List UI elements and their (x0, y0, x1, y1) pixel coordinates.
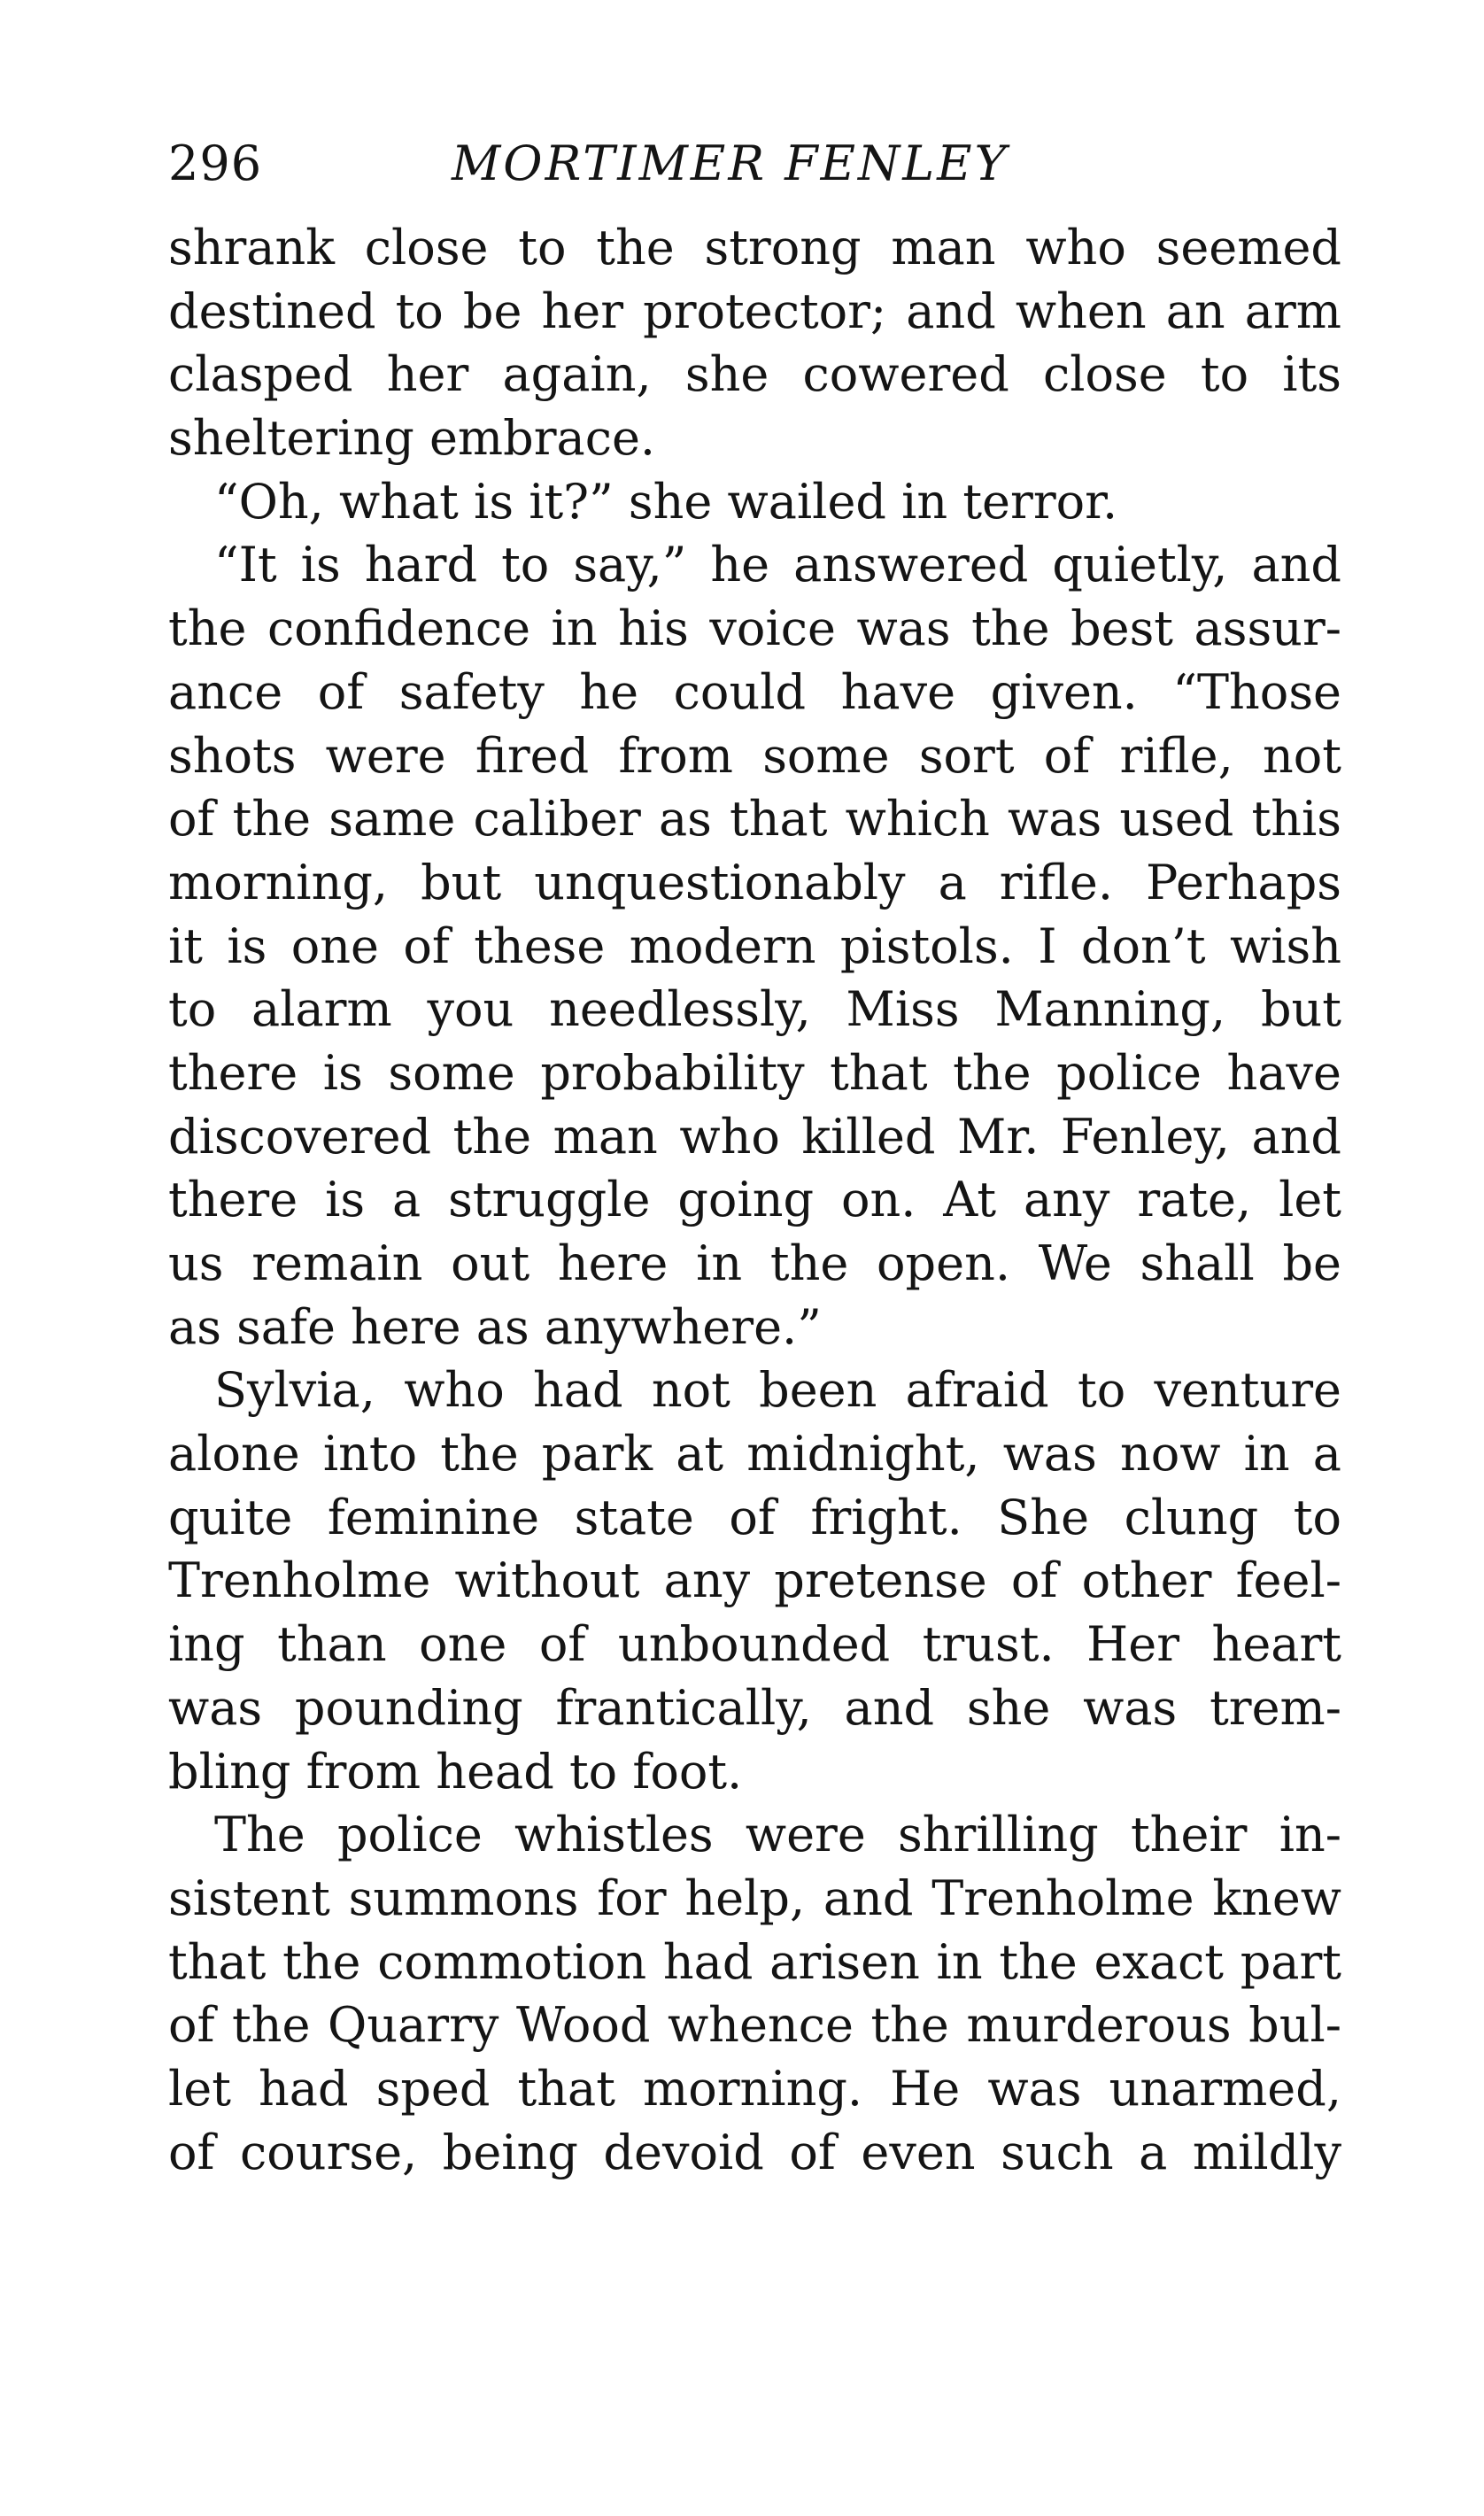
text-line: “It is hard to say,” he answered quietly, and (214, 537, 1341, 593)
text-line: was pounding frantically, and she was trem- (168, 1679, 1341, 1736)
text-line: there is a struggle going on. At any rate, let (168, 1172, 1341, 1228)
text-line: ing than one of unbounded trust. Her heart (168, 1616, 1341, 1673)
text-line: morning, but unquestionably a rifle. Perhaps (168, 854, 1341, 910)
text-line: to alarm you needlessly, Miss Manning, but (168, 981, 1341, 1038)
text-line: alone into the park at midnight, was now in a (168, 1426, 1341, 1483)
text-line: discovered the man who killed Mr. Fenley, and (168, 1108, 1341, 1165)
text-line: Sylvia, who had not been afraid to venture (214, 1362, 1341, 1419)
text-line: bling from head to foot. (168, 1743, 743, 1800)
body-text (168, 216, 1341, 2184)
paragraph (168, 216, 1341, 470)
text-line: “Oh, what is it?” she wailed in terror. (214, 473, 1118, 530)
text-line: that the commotion had arisen in the exact part (168, 1933, 1341, 1990)
page-number: 296 (168, 135, 263, 191)
text-line: sistent summons for help, and Trenholme knew (168, 1870, 1341, 1926)
text-line: it is one of these modern pistols. I don’t wish (168, 917, 1341, 974)
text-line: of course, being devoid of even such a mildly (168, 2124, 1341, 2180)
text-line: of the same caliber as that which was used this (168, 791, 1341, 848)
paragraph (168, 1803, 1341, 2184)
text-line: ance of safety he could have given. “Those (168, 663, 1341, 720)
text-line: of the Quarry Wood whence the murderous bul- (168, 1997, 1341, 2054)
text-line: The police whistles were shrilling their in- (214, 1807, 1341, 1863)
text-line: as safe here as anywhere.” (168, 1298, 822, 1355)
text-line: Trenholme without any pretense of other feel- (168, 1552, 1341, 1609)
paragraph (168, 533, 1341, 1359)
running-title: MORTIMER FENLEY (452, 135, 1009, 191)
text-line: shots were fired from some sort of rifle, not (168, 727, 1341, 784)
text-line: let had sped that morning. He was unarmed, (168, 2060, 1341, 2117)
text-line: the confidence in his voice was the best assur- (168, 600, 1341, 657)
text-line: destined to be her protector; and when an arm (168, 283, 1341, 339)
paragraph (168, 1359, 1341, 1803)
paragraph (168, 470, 1341, 534)
text-line: shrank close to the strong man who seemed (168, 220, 1341, 275)
text-line: clasped her again, she cowered close to its (168, 346, 1341, 403)
text-line: there is some probability that the police have (168, 1044, 1341, 1101)
text-line: us remain out here in the open. We shall be (168, 1235, 1341, 1291)
running-head (168, 124, 1341, 204)
text-line: sheltering embrace. (168, 410, 656, 467)
text-line: quite feminine state of fright. She clung to (168, 1489, 1341, 1545)
